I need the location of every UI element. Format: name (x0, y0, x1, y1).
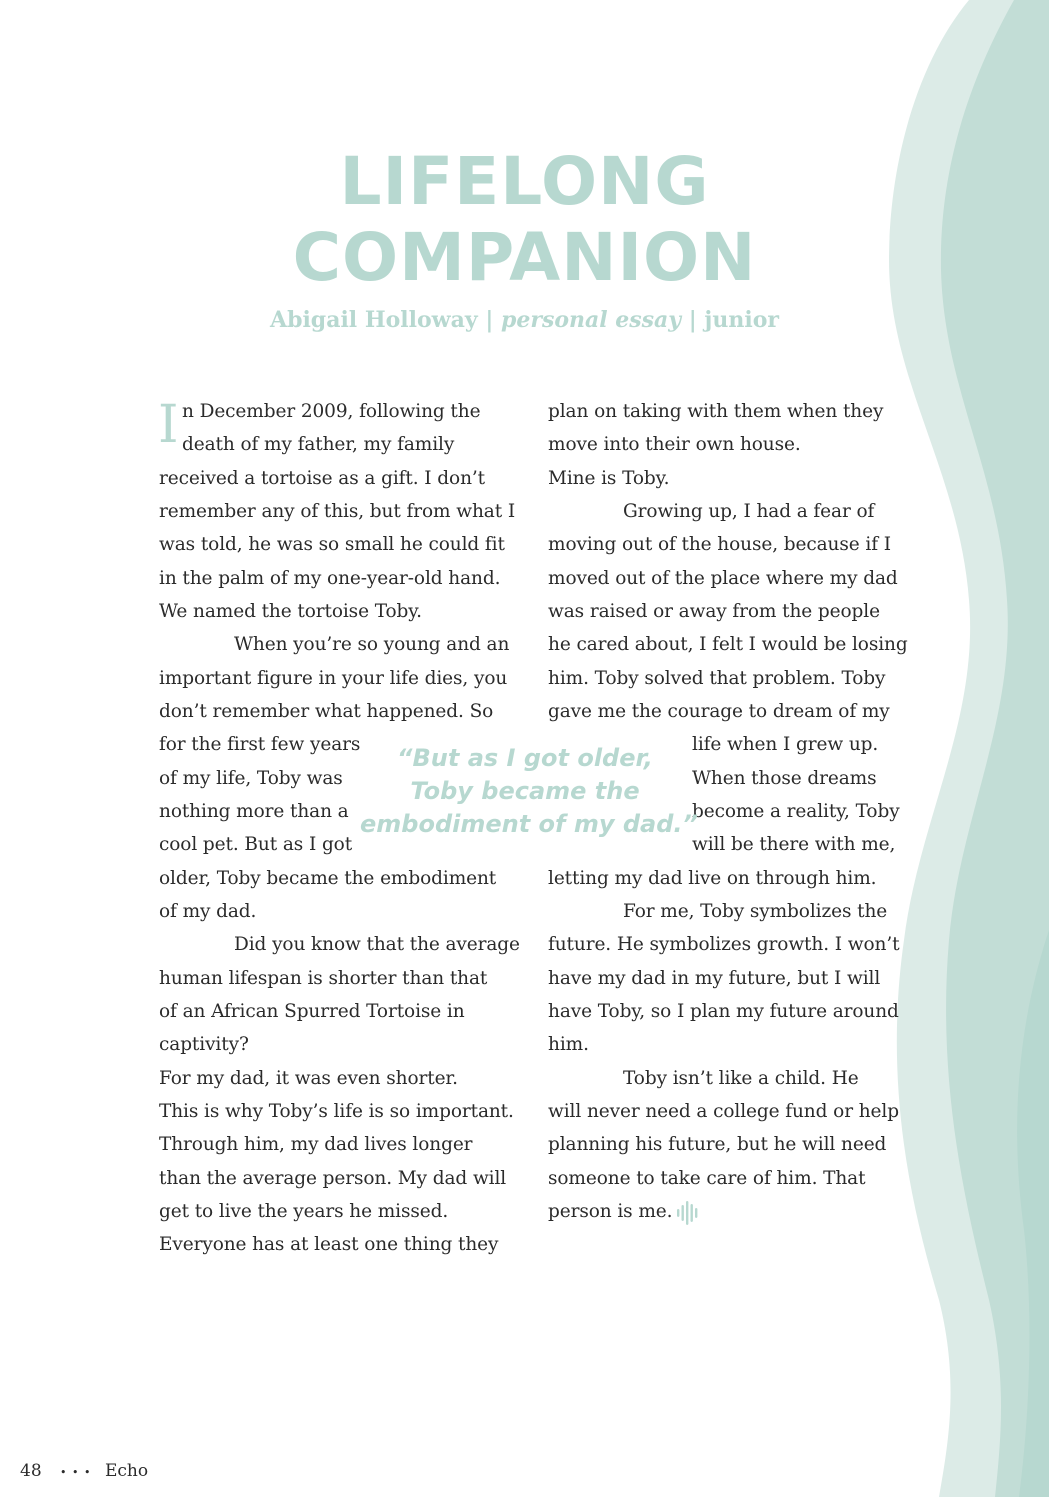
body-line: n December 2009, following the (182, 401, 481, 422)
body-line: Mine is Toby. (548, 468, 670, 489)
body-line: future. He symbolizes growth. I won’t (548, 934, 900, 955)
body-line: letting my dad live on through him. (548, 868, 877, 889)
body-line: will never need a college fund or help (548, 1101, 899, 1122)
byline (0, 307, 1049, 333)
body-line: someone to take care of him. That (548, 1168, 866, 1189)
body-line: have my dad in my future, but I will (548, 968, 881, 989)
body-line: cool pet. But as I got (159, 834, 353, 855)
body-line: than the average person. My dad will (159, 1168, 507, 1189)
drop-cap: I (158, 395, 179, 455)
body-line: planning his future, but he will need (548, 1134, 887, 1155)
body-line: This is why Toby’s life is so important. (159, 1101, 514, 1122)
body-line: have Toby, so I plan my future around (548, 1001, 899, 1022)
body-line: move into their own house. (548, 434, 801, 455)
body-line: moving out of the house, because if I (548, 534, 891, 555)
body-line: Through him, my dad lives longer (159, 1134, 473, 1155)
body-line: get to live the years he missed. (159, 1201, 449, 1222)
pull-quote-line: Toby became the (410, 777, 640, 805)
body-line: Everyone has at least one thing they (159, 1234, 499, 1255)
body-line: in the palm of my one-year-old hand. (159, 568, 501, 589)
body-line: of my dad. (159, 901, 257, 922)
body-line: When you’re so young and an (234, 634, 510, 655)
body-line: captivity? (159, 1034, 249, 1055)
body-line: Growing up, I had a fear of (623, 501, 875, 522)
grade-label: junior (704, 307, 779, 333)
end-mark-icon (676, 1200, 702, 1226)
body-line: nothing more than a (159, 801, 349, 822)
title-line-2: COMPANION (292, 219, 757, 296)
body-line: When those dreams (692, 768, 877, 789)
body-line: For me, Toby symbolizes the (623, 901, 888, 922)
genre-label: personal essay (500, 307, 682, 333)
body-line: don’t remember what happened. So (159, 701, 494, 722)
body-line: death of my father, my family (182, 434, 455, 455)
body-line: human lifespan is shorter than that (159, 968, 488, 989)
body-line: plan on taking with them when they (548, 401, 884, 422)
body-line: remember any of this, but from what I (159, 501, 516, 522)
body-line: We named the tortoise Toby. (159, 601, 422, 622)
body-line: of an African Spurred Tortoise in (159, 1001, 465, 1022)
body-line: will be there with me, (692, 834, 896, 855)
body-line: of my life, Toby was (159, 768, 343, 789)
author-name: Abigail Holloway (270, 307, 478, 333)
byline-separator: | (681, 307, 705, 333)
title-line-1: LIFELONG (339, 143, 710, 220)
body-line: Did you know that the average (234, 934, 520, 955)
body-line: life when I grew up. (692, 734, 879, 755)
body-line: moved out of the place where my dad (548, 568, 898, 589)
body-line: him. Toby solved that problem. Toby (548, 668, 886, 689)
body-line: For my dad, it was even shorter. (159, 1068, 458, 1089)
body-line: received a tortoise as a gift. I don’t (159, 468, 485, 489)
body-line: person is me. (548, 1201, 673, 1222)
magazine-name: Echo (105, 1461, 149, 1481)
body-line: him. (548, 1034, 589, 1055)
body-line: was told, he was so small he could fit (159, 534, 505, 555)
body-line: gave me the courage to dream of my (548, 701, 890, 722)
body-line: was raised or away from the people (548, 601, 880, 622)
footer-dots: • • • (60, 1466, 92, 1479)
byline-separator: | (477, 307, 501, 333)
pull-quote-line: embodiment of my dad.” (360, 810, 698, 838)
page-number: 48 (20, 1461, 42, 1481)
body-line: older, Toby became the embodiment (159, 868, 497, 889)
body-line: he cared about, I felt I would be losing (548, 634, 908, 655)
body-line: for the first few years (159, 734, 361, 755)
body-line: Toby isn’t like a child. He (623, 1068, 859, 1089)
body-line: important figure in your life dies, you (159, 668, 508, 689)
body-line: become a reality, Toby (692, 801, 900, 822)
pull-quote-line: “But as I got older, (397, 744, 653, 772)
